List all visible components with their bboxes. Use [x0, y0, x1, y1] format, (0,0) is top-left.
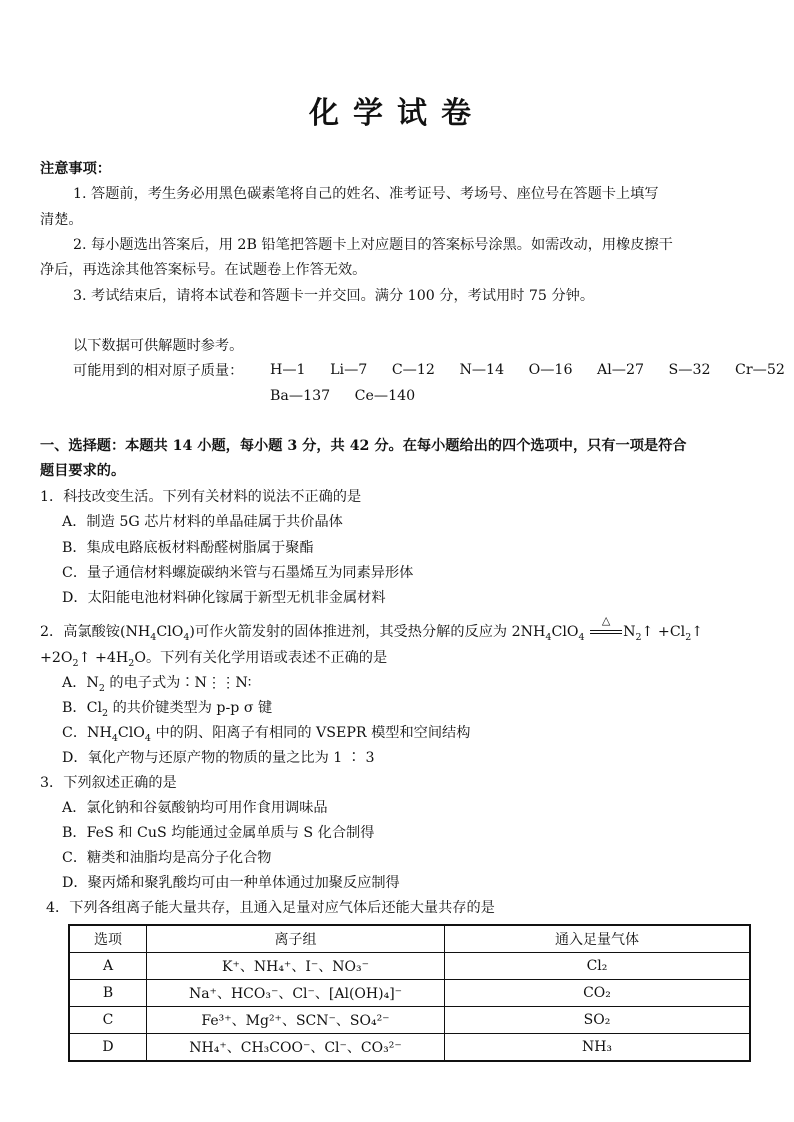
table-row	[69, 1034, 750, 1062]
atomic-mass: Li—7	[330, 362, 368, 378]
column-header: 离子组	[147, 925, 445, 953]
reference-intro: 以下数据可供解题时参考。	[73, 338, 244, 354]
question-3-stem: 3．下列叙述正确的是	[40, 775, 177, 791]
atomic-mass: C—12	[391, 362, 435, 378]
gas-cell: Cl₂	[445, 953, 751, 980]
atomic-mass: N—14	[459, 362, 505, 378]
reference-label: 可能用到的相对原子质量：	[73, 363, 244, 379]
ion-group-cell: K⁺、NH₄⁺、I⁻、NO₃⁻	[147, 953, 445, 980]
reaction-heat-arrow: △	[589, 623, 623, 642]
option-cell: D	[69, 1034, 147, 1062]
notice-heading: 注意事项：	[40, 161, 111, 177]
question-4-stem: 4．下列各组离子能大量共存，且通入足量对应气体后还能大量共存的是	[46, 900, 495, 916]
ion-group-cell: Na⁺、HCO₃⁻、Cl⁻、[Al(OH)₄]⁻	[147, 980, 445, 1007]
section-heading: 一、选择题：本题共 14 小题，每小题 3 分，共 42 分。在每小题给出的四个选项中，只有一项是符合	[40, 438, 687, 454]
notice-item-2: 2. 每小题选出答案后，用 2B 铅笔把答题卡上对应题目的答案标号涂黑。如需改动，用橡皮擦干	[73, 237, 673, 253]
column-header: 通入足量气体	[445, 925, 751, 953]
question-2-stem-cont: $+2O_2↑ +4H_2O$。下列有关化学用语或表述不正确的是	[40, 650, 388, 669]
notice-item-3: 3. 考试结束后，请将本试卷和答题卡一并交回。满分 100 分，考试用时 75 分钟。	[73, 288, 595, 304]
question-1-option-b: B．集成电路底板材料酚醛树脂属于聚酯	[62, 540, 314, 556]
question-2-option-c: C．$NH_4ClO_4$ 中的阴、阳离子有相同的 VSEPR 模型和空间结构	[62, 725, 471, 744]
option-cell: A	[69, 953, 147, 980]
question-3-option-a: A．氯化钠和谷氨酸钠均可用作食用调味品	[62, 800, 328, 816]
question-1-option-a: A．制造 5G 芯片材料的单晶硅属于共价晶体	[62, 514, 343, 530]
table-header-row	[69, 925, 750, 953]
table-row	[69, 1007, 750, 1034]
atomic-mass: S—32	[668, 362, 711, 378]
atomic-mass: Ce—140	[354, 388, 416, 404]
table-row	[69, 980, 750, 1007]
gas-cell: CO₂	[445, 980, 751, 1007]
notice-item-1-cont: 清楚。	[40, 212, 83, 228]
ion-group-cell: Fe³⁺、Mg²⁺、SCN⁻、SO₄²⁻	[147, 1007, 445, 1034]
ion-table	[68, 924, 751, 1062]
column-header: 选项	[69, 925, 147, 953]
gas-cell: NH₃	[445, 1034, 751, 1062]
section-heading-cont: 题目要求的。	[40, 463, 126, 479]
atomic-mass: Cr—52	[735, 362, 785, 378]
question-1-option-d: D．太阳能电池材料砷化镓属于新型无机非金属材料	[62, 590, 386, 606]
atomic-mass: O—16	[528, 362, 573, 378]
question-3-option-b: B．FeS 和 CuS 均能通过金属单质与 S 化合制得	[62, 825, 375, 841]
question-1-stem: 1．科技改变生活。下列有关材料的说法不正确的是	[40, 489, 362, 505]
question-2-option-d: D．氧化产物与还原产物的物质的量之比为 1 ∶ 3	[62, 750, 375, 766]
question-2-stem: 2．高氯酸铵$(NH_4ClO_4)$可作火箭发射的固体推进剂，其受热分解的反应为 $2NH_4ClO_4$ △ $N_2↑$ $+Cl_2↑$	[40, 614, 704, 643]
option-cell: B	[69, 980, 147, 1007]
question-2-option-b: B．$Cl_2$ 的共价键类型为 p-p σ 键	[62, 700, 273, 719]
question-3-option-d: D．聚丙烯和聚乳酸均可由一种单体通过加聚反应制得	[62, 875, 400, 891]
question-2-option-a: A．$N_2$ 的电子式为∶N⋮⋮N∶	[62, 675, 252, 694]
gas-cell: SO₂	[445, 1007, 751, 1034]
ion-group-cell: NH₄⁺、CH₃COO⁻、Cl⁻、CO₃²⁻	[147, 1034, 445, 1062]
atomic-masses-row-2	[270, 388, 435, 404]
notice-item-2-cont: 净后，再选涂其他答案标号。在试题卷上作答无效。	[40, 262, 367, 278]
question-3-option-c: C．糖类和油脂均是高分子化合物	[62, 850, 272, 866]
atomic-mass: Ba—137	[270, 388, 331, 404]
question-1-option-c: C．量子通信材料螺旋碳纳米管与石墨烯互为同素异形体	[62, 565, 414, 581]
atomic-masses-row-1	[270, 362, 785, 378]
page-title: 化学试卷	[309, 96, 485, 131]
option-cell: C	[69, 1007, 147, 1034]
atomic-mass: Al—27	[597, 362, 645, 378]
atomic-mass: H—1	[270, 362, 306, 378]
notice-item-1: 1. 答题前，考生务必用黑色碳素笔将自己的姓名、准考证号、考场号、座位号在答题卡上填写	[73, 186, 659, 202]
table-row	[69, 953, 750, 980]
